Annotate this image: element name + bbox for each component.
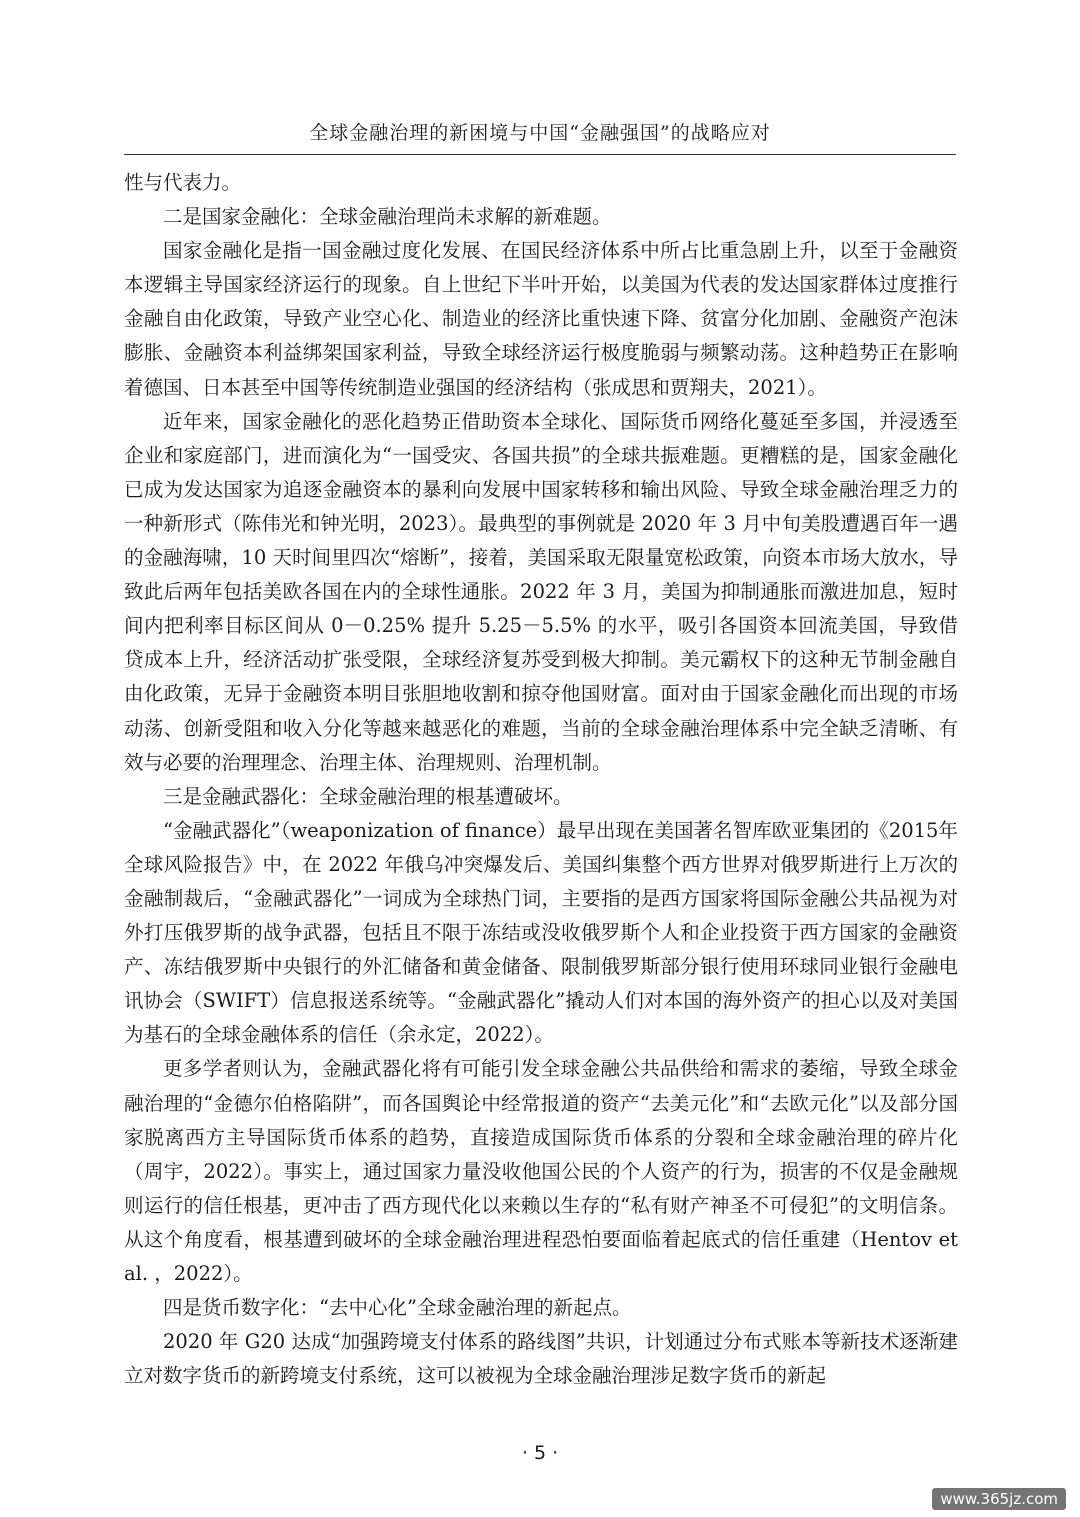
section-heading-weaponization: 三是金融武器化：全球金融治理的根基遭破坏。 (163, 784, 573, 808)
page-number: · 5 · (521, 1442, 559, 1464)
section-heading-financialization: 二是国家金融化：全球金融治理尚未求解的新难题。 (163, 205, 612, 229)
paragraph: 2020 年 G20 达成“加强跨境支付体系的路线图”共识，计划通过分布式账本等新技术逐渐建立对数字货币的新跨境支付系统，这可以被视为全球金融治理涉足数字货币的新起 (124, 1330, 958, 1388)
section-heading-digitalization: 四是货币数字化：“去中心化”全球金融治理的新起点。 (163, 1296, 632, 1320)
paragraph-continuation: 性与代表力。 (124, 171, 242, 194)
paragraph: 近年来，国家金融化的恶化趋势正借助资本全球化、国际货币网络化蔓延至多国，并浸透至企业和家庭部门，进而演化为“一国受灾、各国共损”的全球共振难题。更糟糕的是，国家金融化已成为发达国家为追逐金融资本的暴利向发展中国家转移和输出风险、导致全球金融治理乏力的一种新形式（陈伟光和钟光明，2023）。最典型的事例就是 2020 年 3 月中旬美股遭遇百年一遇的金融海啸，10 天时间里四次“熔断”，接着，美国采取无限量宽松政策，向资本市场大放水，导致此后两年包括美欧各国在内的全球性通胀。2022 年 3 月，美国为抑制通胀而激进加息，短时间内把利率目标区间从 0－0.25% 提升 5.25－5.5% 的水平，吸引各国资本回流美国，导致借贷成本上升，经济活动扩张受限，全球经济复苏受到极大抑制。美元霸权下的这种无节制金融自由化政策，无异于金融资本明目张胆地收割和掠夺他国财富。面对由于国家金融化而出现的市场动荡、创新受阻和收入分化等越来越恶化的难题，当前的全球金融治理体系中完全缺乏清晰、有效与必要的治理理念、治理主体、治理规则、治理机制。 (124, 409, 958, 774)
paragraph: 更多学者则认为，金融武器化将有可能引发全球金融公共品供给和需求的萎缩，导致全球金融治理的“金德尔伯格陷阱”，而各国舆论中经常报道的资产“去美元化”和“去欧元化”以及部分国家脱离西方主导国际货币体系的趋势，直接造成国际货币体系的分裂和全球金融治理的碎片化（周宇，2022）。事实上，通过国家力量没收他国公民的个人资产的行为，损害的不仅是金融规则运行的信任根基，更冲击了西方现代化以来赖以生存的“私有财产神圣不可侵犯”的文明信条。从这个角度看，根基遭到破坏的全球金融治理进程恐怕要面临着起底式的信任重建（Hentov et al. ，2022）。 (124, 1057, 958, 1285)
running-header (124, 120, 956, 155)
paragraph: 国家金融化是指一国金融过度化发展、在国民经济体系中所占比重急剧上升，以至于金融资本逻辑主导国家经济运行的现象。自上世纪下半叶开始，以美国为代表的发达国家群体过度推行金融自由化政策，导致产业空心化、制造业的经济比重快速下降、贫富分化加剧、金融资产泡沫膨胀、金融资本利益绑架国家利益，导致全球经济运行极度脆弱与频繁动荡。这种趋势正在影响着德国、日本甚至中国等传统制造业强国的经济结构（张成思和贾翔夫，2021）。 (124, 239, 958, 399)
paragraph: “金融武器化”（weaponization of finance）最早出现在美国著名智库欧亚集团的《2015年全球风险报告》中，在 2022 年俄乌冲突爆发后、美国纠集整个西方世界对俄罗斯进行上万次的金融制裁后，“金融武器化”一词成为全球热门词，主要指的是西方国家将国际金融公共品视为对外打压俄罗斯的战争武器，包括且不限于冻结或没收俄罗斯个人和企业投资于西方国家的金融资产、冻结俄罗斯中央银行的外汇储备和黄金储备、限制俄罗斯部分银行使用环球同业银行金融电讯协会（SWIFT）信息报送系统等。“金融武器化”撬动人们对本国的海外资产的担心以及对美国为基石的全球金融体系的信任（余永定，2022）。 (124, 818, 958, 1047)
article-body (124, 166, 958, 1393)
watermark: www.365jz.com (932, 1488, 1066, 1510)
running-title: 全球金融治理的新困境与中国“金融强国”的战略应对 (309, 122, 771, 144)
